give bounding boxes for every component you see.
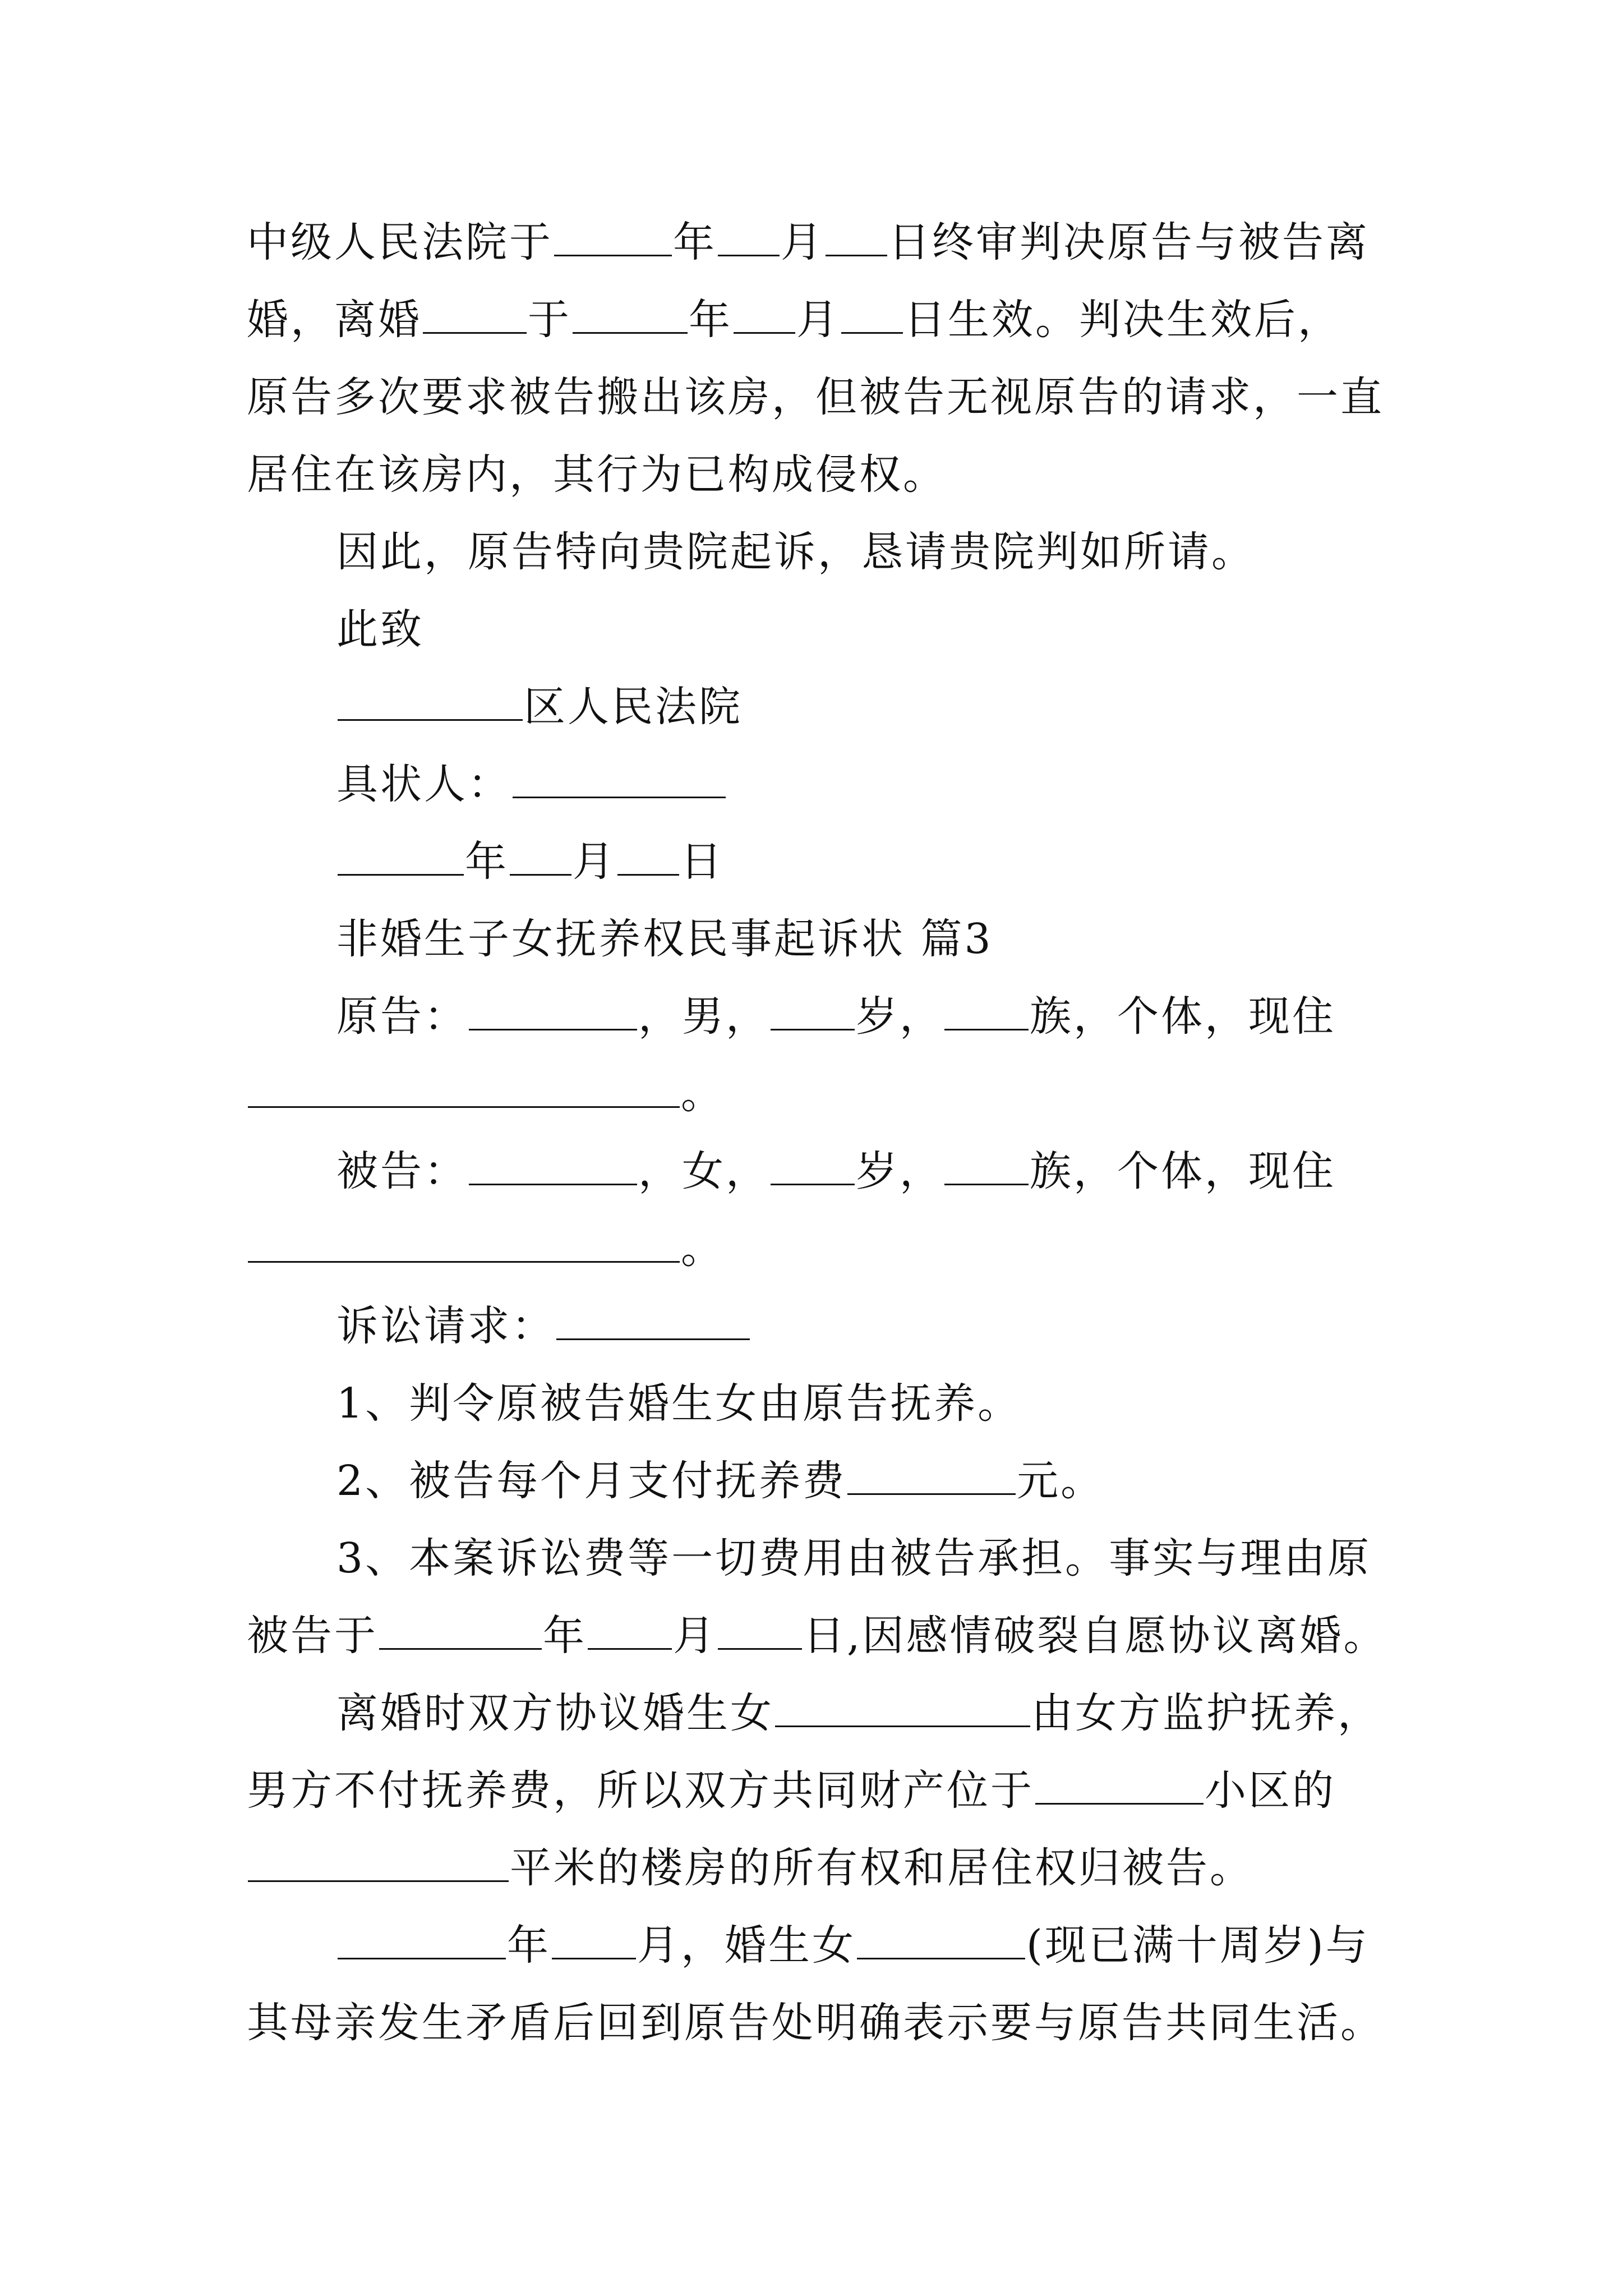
section-heading: 非婚生子女抚养权民事起诉状 篇3 bbox=[336, 915, 993, 963]
text-segment: 被告： bbox=[336, 1147, 468, 1195]
text-segment: 岁， bbox=[856, 992, 943, 1041]
text-segment: 日,因感情破裂自愿协议离婚。 bbox=[803, 1612, 1387, 1660]
text-segment: 诉讼请求： bbox=[336, 1302, 555, 1350]
blank-field[interactable] bbox=[771, 1144, 855, 1185]
text-segment: 小区的 bbox=[1205, 1766, 1336, 1815]
text-segment: 具状人： bbox=[336, 760, 511, 808]
text-segment: 族，个体，现住 bbox=[1030, 1147, 1336, 1195]
text-line bbox=[247, 1066, 725, 1122]
text-segment: ，女， bbox=[638, 1147, 769, 1195]
text-segment: 元。 bbox=[1017, 1457, 1105, 1505]
text-line bbox=[336, 679, 743, 735]
blank-field[interactable] bbox=[552, 1918, 636, 1959]
blank-field[interactable] bbox=[510, 835, 571, 876]
text-segment: 。 bbox=[681, 1070, 725, 1118]
text-line bbox=[336, 988, 1336, 1045]
blank-field[interactable] bbox=[338, 835, 464, 876]
text-line bbox=[336, 1917, 1370, 1973]
text-line bbox=[336, 1143, 1336, 1199]
blank-field[interactable] bbox=[1035, 1764, 1204, 1805]
text-segment: 区人民法院 bbox=[524, 683, 743, 731]
text-segment: 婚，离婚 bbox=[247, 296, 422, 344]
blank-field[interactable] bbox=[338, 680, 523, 721]
blank-field[interactable] bbox=[775, 1686, 1030, 1727]
blank-field[interactable] bbox=[573, 293, 688, 334]
text-segment: 男方不付抚养费，所以双方共同财产位于 bbox=[247, 1766, 1034, 1815]
text-segment: 年 bbox=[543, 1612, 587, 1660]
blank-field[interactable] bbox=[734, 293, 795, 334]
text-line bbox=[336, 1298, 751, 1354]
blank-field[interactable] bbox=[556, 1299, 750, 1340]
text-line bbox=[336, 834, 724, 890]
blank-field[interactable] bbox=[513, 757, 726, 798]
text-segment: 原告： bbox=[336, 992, 468, 1041]
text-segment: 月 bbox=[796, 296, 840, 344]
text-line bbox=[247, 292, 1341, 348]
blank-field[interactable] bbox=[718, 215, 780, 256]
text-line bbox=[336, 1453, 1104, 1509]
text-segment: 年 bbox=[465, 838, 509, 886]
text-line bbox=[336, 1685, 1381, 1741]
text-segment: ，男， bbox=[638, 992, 769, 1041]
blank-field[interactable] bbox=[248, 1841, 509, 1882]
blank-field[interactable] bbox=[469, 1144, 637, 1185]
blank-field[interactable] bbox=[423, 293, 527, 334]
text-segment: 中级人民法院于 bbox=[247, 218, 553, 266]
text-line bbox=[247, 1840, 1253, 1896]
text-segment: 平米的楼房的所有权和居住权归被告。 bbox=[510, 1844, 1253, 1892]
blank-field[interactable] bbox=[248, 1222, 680, 1263]
text-segment: 于 bbox=[528, 296, 571, 344]
text-segment: 日终审判决原告与被告离 bbox=[888, 218, 1370, 266]
blank-field[interactable] bbox=[718, 1609, 802, 1650]
text-line bbox=[336, 756, 727, 812]
text-line: 因此，原告特向贵院起诉，恳请贵院判如所请。 bbox=[336, 528, 1255, 576]
text-segment: 日 bbox=[680, 838, 724, 886]
text-segment: 岁， bbox=[856, 1147, 943, 1195]
text-segment: 月，婚生女 bbox=[637, 1921, 856, 1970]
text-line bbox=[247, 1608, 1387, 1664]
text-segment: 年 bbox=[507, 1921, 551, 1970]
blank-field[interactable] bbox=[248, 1067, 680, 1108]
text-line: 此致 bbox=[336, 605, 424, 654]
text-segment: 由女方监护抚养， bbox=[1031, 1689, 1381, 1737]
text-segment: 被告于 bbox=[247, 1612, 378, 1660]
text-line: 原告多次要求被告搬出该房，但被告无视原告的请求，一直 bbox=[247, 373, 1384, 421]
text-line bbox=[247, 214, 1370, 270]
blank-field[interactable] bbox=[469, 990, 637, 1030]
blank-field[interactable] bbox=[617, 835, 679, 876]
text-segment: 月 bbox=[781, 218, 824, 266]
blank-field[interactable] bbox=[771, 990, 855, 1030]
text-line: 其母亲发生矛盾后回到原告处明确表示要与原告共同生活。 bbox=[247, 1999, 1384, 2047]
text-line bbox=[247, 1221, 725, 1277]
text-segment: 年 bbox=[689, 296, 732, 344]
text-segment: 离婚时双方协议婚生女 bbox=[336, 1689, 774, 1737]
blank-field[interactable] bbox=[554, 215, 672, 256]
text-line: 1、判令原被告婚生女由原告抚养。 bbox=[336, 1379, 1022, 1428]
text-segment: 族，个体，现住 bbox=[1030, 992, 1336, 1041]
text-line: 居住在该房内，其行为已构成侵权。 bbox=[247, 450, 947, 499]
blank-field[interactable] bbox=[944, 990, 1029, 1030]
text-segment: 月 bbox=[573, 838, 616, 886]
text-segment: 。 bbox=[681, 1225, 725, 1273]
text-line bbox=[247, 1763, 1336, 1819]
text-segment: 月 bbox=[673, 1612, 717, 1660]
blank-field[interactable] bbox=[379, 1609, 542, 1650]
blank-field[interactable] bbox=[588, 1609, 672, 1650]
blank-field[interactable] bbox=[847, 1454, 1016, 1495]
blank-field[interactable] bbox=[857, 1918, 1025, 1959]
blank-field[interactable] bbox=[826, 215, 887, 256]
blank-field[interactable] bbox=[841, 293, 903, 334]
blank-field[interactable] bbox=[338, 1918, 506, 1959]
text-line: 3、本案诉讼费等一切费用由被告承担。事实与理由原 bbox=[336, 1534, 1372, 1582]
text-segment: 2、被告每个月支付抚养费 bbox=[336, 1457, 847, 1505]
blank-field[interactable] bbox=[944, 1144, 1029, 1185]
text-segment: 年 bbox=[673, 218, 717, 266]
text-segment: 日生效。判决生效后， bbox=[904, 296, 1341, 344]
text-segment: (现已满十周岁)与 bbox=[1026, 1921, 1370, 1970]
